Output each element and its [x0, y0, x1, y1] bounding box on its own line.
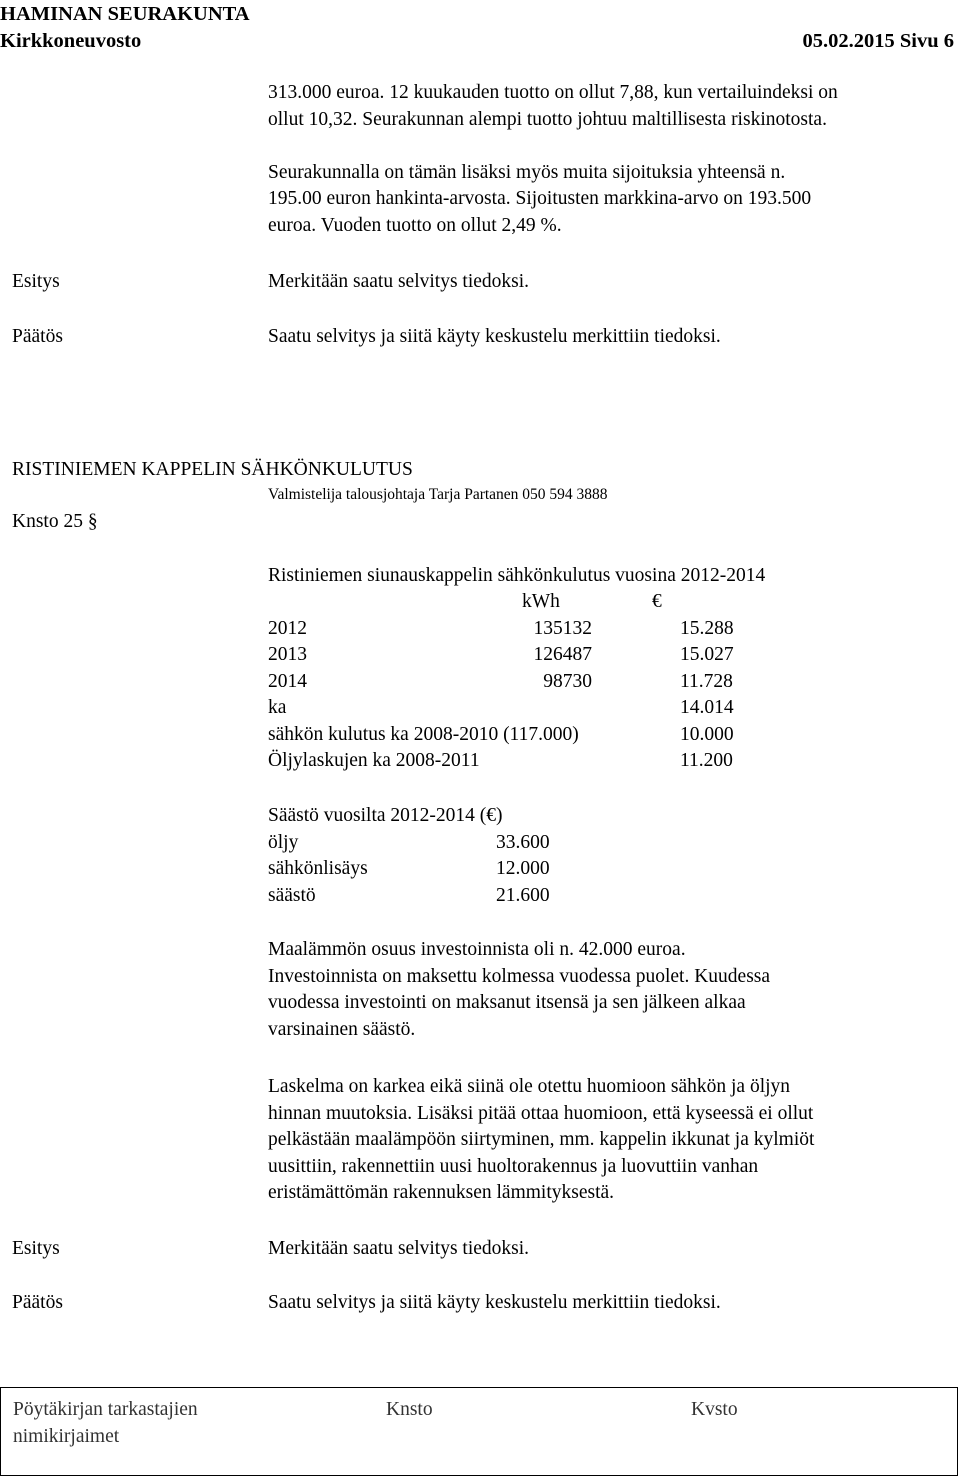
signers-line-1: Pöytäkirjan tarkastajien	[13, 1399, 198, 1420]
text-line: eristämättömän rakennuksen lämmityksestä.	[268, 1182, 615, 1203]
esitys-text: Merkitään saatu selvitys tiedoksi.	[268, 1238, 530, 1259]
row-label: 2012	[268, 618, 307, 639]
text-line: Maalämmön osuus investoinnista oli n. 42.000 euroa.	[268, 939, 686, 960]
row-label: sähkön kulutus ka 2008-2010 (117.000)	[268, 724, 579, 745]
text-line: varsinainen säästö.	[268, 1018, 416, 1040]
signature-box	[0, 1387, 958, 1476]
paragraph-calculation	[268, 1074, 814, 1207]
table-header-eur: €	[652, 591, 662, 612]
row-eur: 15.027	[680, 644, 734, 665]
savings-label: öljy	[268, 832, 299, 853]
savings-value: 12.000	[496, 858, 550, 879]
row-eur: 14.014	[680, 697, 734, 718]
text-line: 313.000 euroa. 12 kuukauden tuotto on ollut 7,88, kun vertailuindeksi on	[268, 82, 838, 103]
text-line: pelkästään maalämpöön siirtyminen, mm. kappelin ikkunat ja kylmiöt	[268, 1129, 815, 1150]
meeting-body: Kirkkoneuvosto	[0, 30, 142, 52]
text-line: hinnan muutoksia. Lisäksi pitää ottaa huomioon, että kyseessä ei ollut	[268, 1102, 814, 1124]
savings-label: säästö	[268, 885, 316, 906]
paatos-label: Päätös	[12, 1292, 63, 1313]
kvsto-label: Kvsto	[691, 1399, 738, 1420]
date-page: 05.02.2015 Sivu 6	[802, 30, 954, 52]
org-name: HAMINAN SEURAKUNTA	[0, 3, 250, 25]
table-title: Ristiniemen siunauskappelin sähkönkulutus vuosina 2012-2014	[268, 565, 766, 586]
text-line: Laskelma on karkea eikä siinä ole otettu huomioon sähkön ja öljyn	[268, 1076, 791, 1097]
savings-value: 33.600	[496, 832, 550, 853]
knsto-label: Knsto	[386, 1399, 433, 1420]
row-kwh: 126487	[533, 644, 592, 665]
paatos-text: Saatu selvitys ja siitä käyty keskustelu merkittiin tiedoksi.	[268, 326, 721, 347]
paatos-label: Päätös	[12, 326, 63, 347]
row-eur: 11.200	[680, 750, 733, 771]
table-header-kwh: kWh	[522, 591, 560, 612]
savings-label: sähkönlisäys	[268, 858, 368, 879]
row-label: ka	[268, 697, 287, 718]
esitys-label: Esitys	[12, 1238, 60, 1259]
section-title: RISTINIEMEN KAPPELIN SÄHKÖNKULUTUS	[12, 459, 413, 480]
row-eur: 11.728	[680, 671, 733, 692]
esitys-text: Merkitään saatu selvitys tiedoksi.	[268, 271, 530, 292]
paatos-text: Saatu selvitys ja siitä käyty keskustelu merkittiin tiedoksi.	[268, 1292, 721, 1313]
row-kwh: 98730	[543, 671, 592, 692]
text-line: uusittiin, rakennettiin uusi huoltorakennus ja luovuttiin vanhan	[268, 1155, 759, 1177]
esitys-label: Esitys	[12, 271, 60, 292]
row-label: 2014	[268, 671, 307, 692]
row-kwh: 135132	[533, 618, 592, 639]
section-ref: Knsto 25 §	[12, 511, 98, 532]
text-line: Seurakunnalla on tämän lisäksi myös muita sijoituksia yhteensä n.	[268, 161, 786, 183]
row-eur: 10.000	[680, 724, 734, 745]
savings-title: Säästö vuosilta 2012-2014 (€)	[268, 805, 503, 826]
text-line: ollut 10,32. Seurakunnan alempi tuotto johtuu maltillisesta riskinotosta.	[268, 108, 827, 130]
text-line: vuodessa investointi on maksanut itsensä ja sen jälkeen alkaa	[268, 992, 746, 1013]
row-label: Öljylaskujen ka 2008-2011	[268, 750, 480, 771]
text-line: Investoinnista on maksettu kolmessa vuodessa puolet. Kuudessa	[268, 965, 771, 987]
signers-label	[13, 1397, 198, 1450]
text-line: euroa. Vuoden tuotto on ollut 2,49 %.	[268, 214, 562, 236]
row-eur: 15.288	[680, 618, 734, 639]
paragraph-investment	[268, 937, 770, 1043]
preparer: Valmistelija talousjohtaja Tarja Partanen 050 594 3888	[268, 486, 608, 503]
row-label: 2013	[268, 644, 307, 665]
text-line: 195.00 euron hankinta-arvosta. Sijoitusten markkina-arvo on 193.500	[268, 188, 812, 209]
signers-line-2: nimikirjaimet	[13, 1425, 120, 1447]
savings-value: 21.600	[496, 885, 550, 906]
prev-section-text	[268, 80, 838, 239]
